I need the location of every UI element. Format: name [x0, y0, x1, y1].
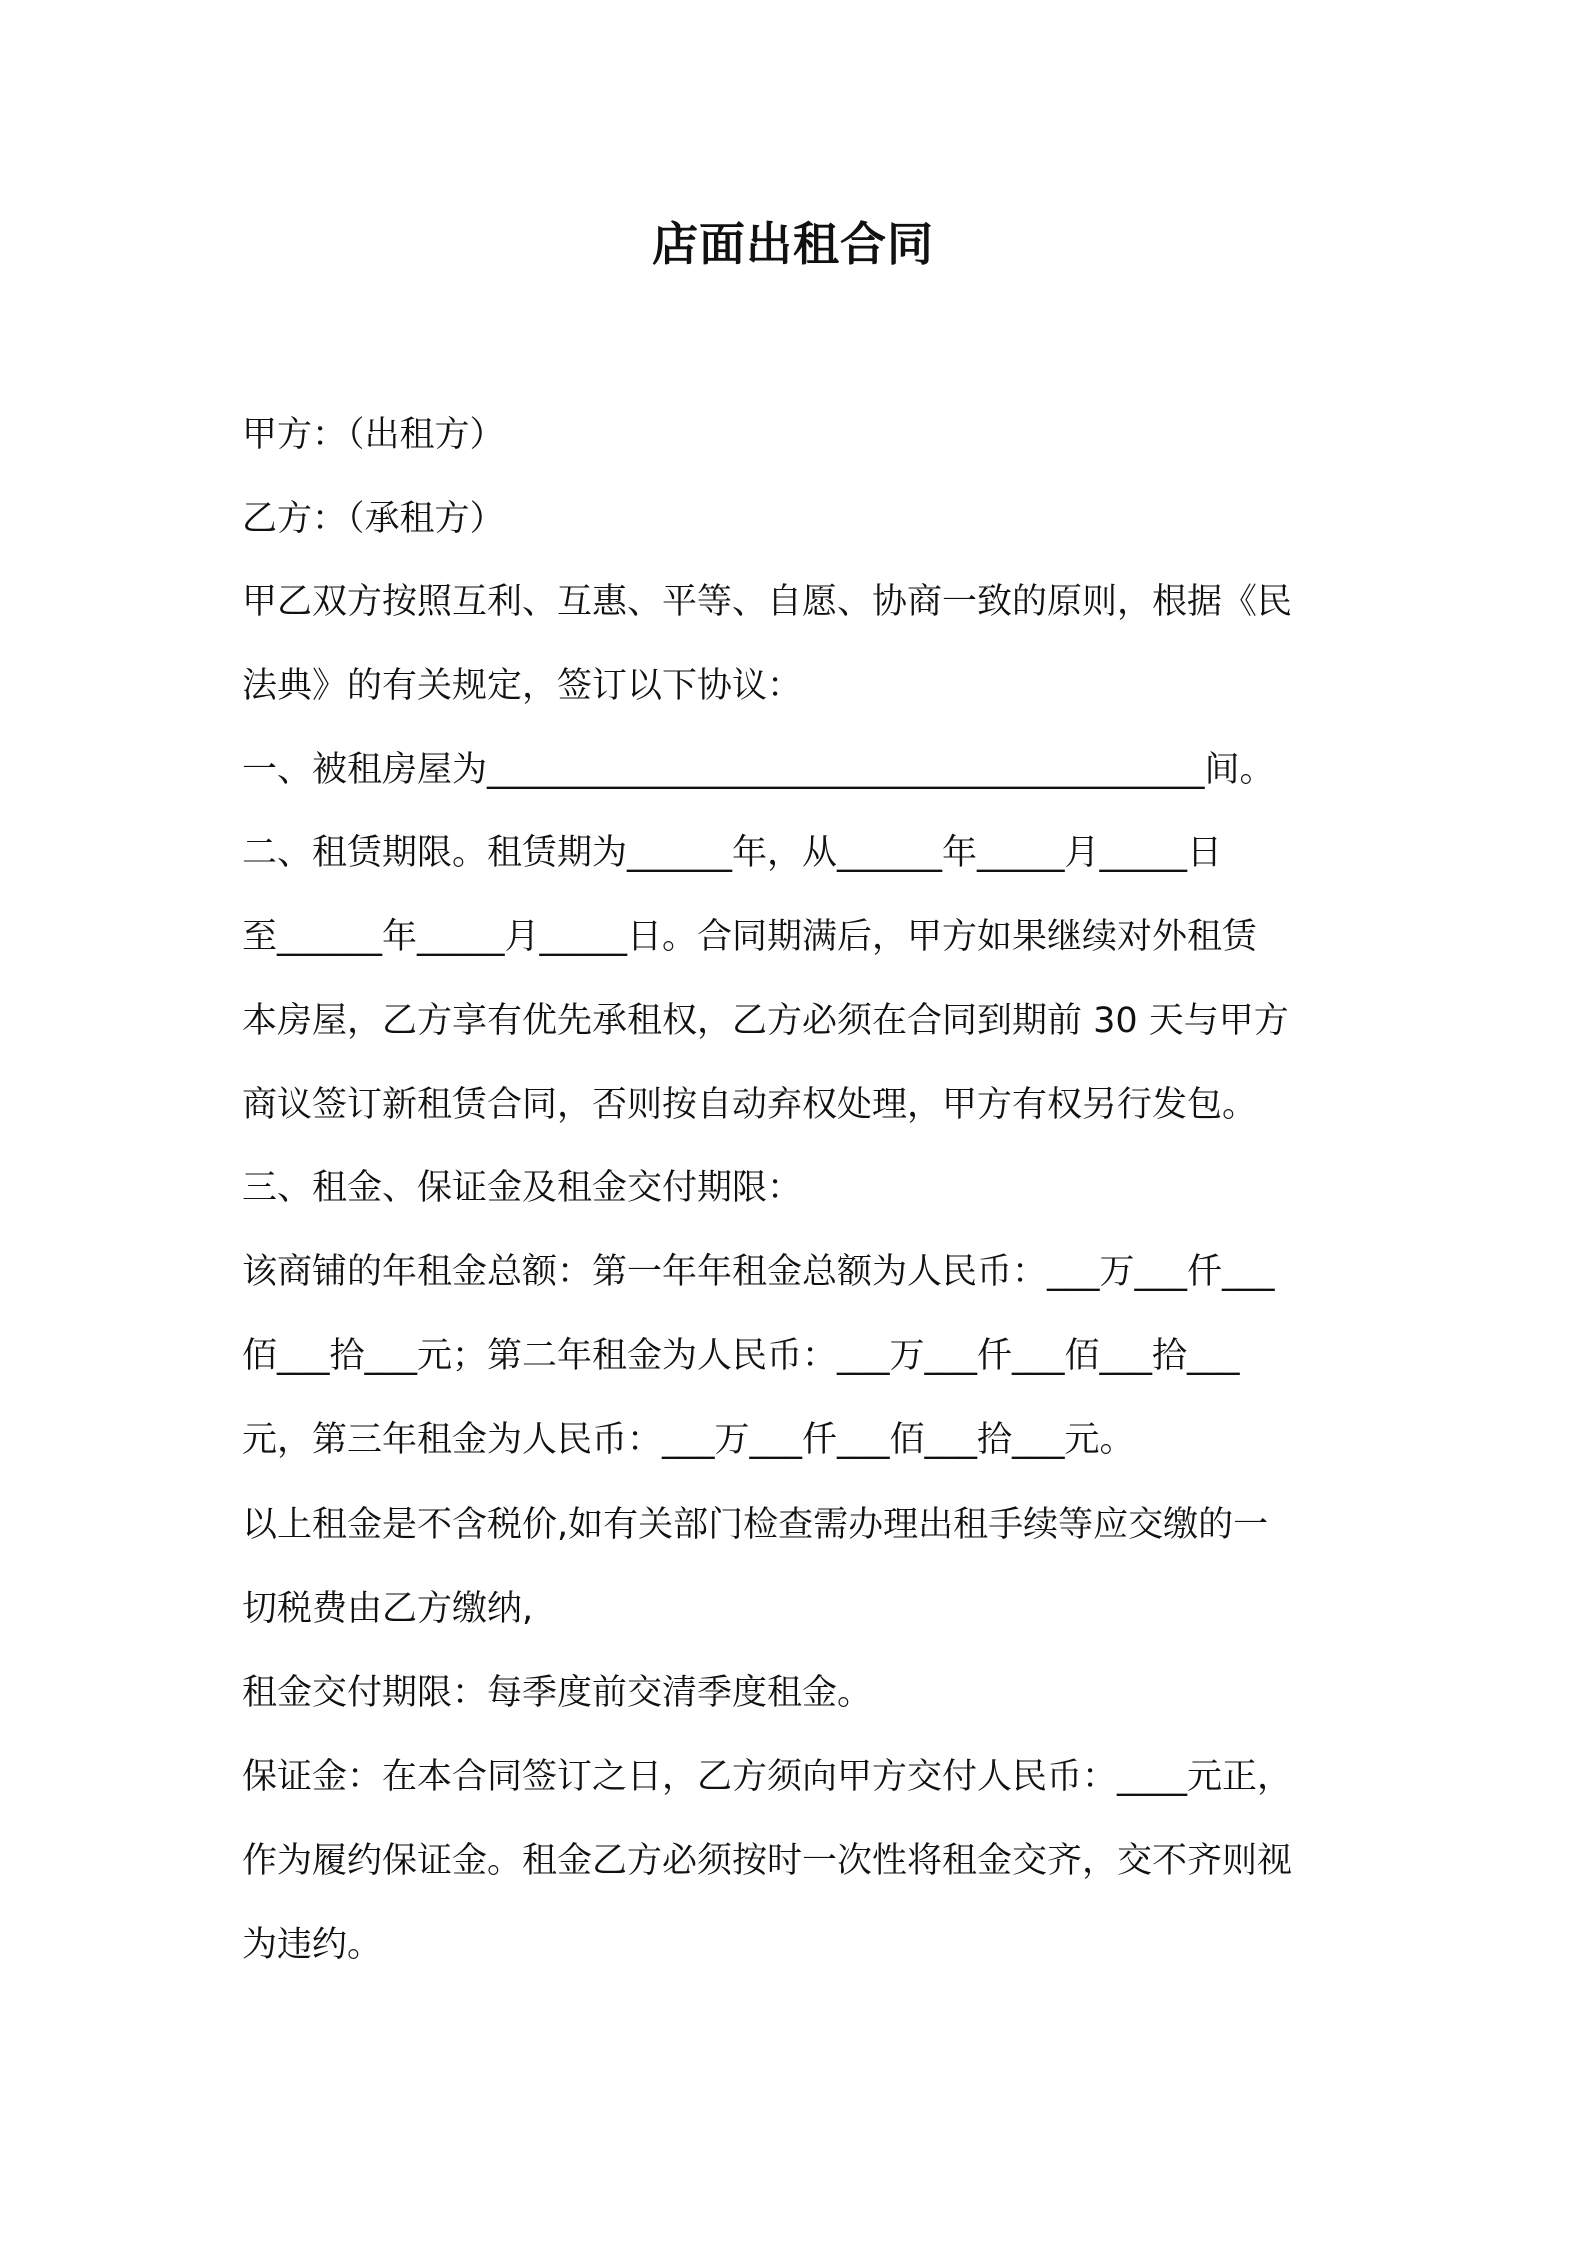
clause-2-line-2: 至______年_____月_____日。合同期满后，甲方如果继续对外租赁 — [242, 917, 1258, 957]
rent-line-1: 该商铺的年租金总额：第一年年租金总额为人民币：___万___仟___ — [242, 1252, 1275, 1292]
clause-3-heading: 三、租金、保证金及租金交付期限： — [242, 1168, 803, 1208]
deposit-line-3: 为违约。 — [242, 1925, 383, 1965]
party-a-line: 甲方：（出租方） — [242, 415, 505, 455]
clause-2-line-4: 商议签订新租赁合同，否则按自动弃权处理，甲方有权另行发包。 — [242, 1085, 1258, 1125]
party-b-line: 乙方：（承租方） — [242, 499, 505, 539]
clause-1-line: 一、被租房屋为_________________________________________间。 — [242, 750, 1275, 790]
clause-2-line-3: 本房屋，乙方享有优先承租权，乙方必须在合同到期前 30 天与甲方 — [242, 1001, 1289, 1041]
rent-line-2: 佰___拾___元；第二年租金为人民币：___万___仟___佰___拾___ — [242, 1336, 1240, 1376]
payment-term-line: 租金交付期限：每季度前交清季度租金。 — [242, 1673, 873, 1713]
tax-line-1: 以上租金是不含税价,如有关部门检查需办理出租手续等应交缴的一 — [242, 1505, 1269, 1545]
document-title: 店面出租合同 — [652, 217, 934, 271]
rent-line-3: 元，第三年租金为人民币：___万___仟___佰___拾___元。 — [242, 1420, 1135, 1460]
tax-line-2: 切税费由乙方缴纳, — [242, 1589, 534, 1629]
deposit-line-2: 作为履约保证金。租金乙方必须按时一次性将租金交齐，交不齐则视 — [242, 1841, 1293, 1881]
preamble-line-2: 法典》的有关规定，签订以下协议： — [242, 666, 803, 706]
clause-2-line-1: 二、租赁期限。租赁期为______年，从______年_____月_____日 — [242, 833, 1223, 873]
preamble-line-1: 甲乙双方按照互利、互惠、平等、自愿、协商一致的原则，根据《民 — [242, 582, 1293, 622]
deposit-line-1: 保证金：在本合同签订之日，乙方须向甲方交付人民币：____元正， — [242, 1757, 1293, 1797]
